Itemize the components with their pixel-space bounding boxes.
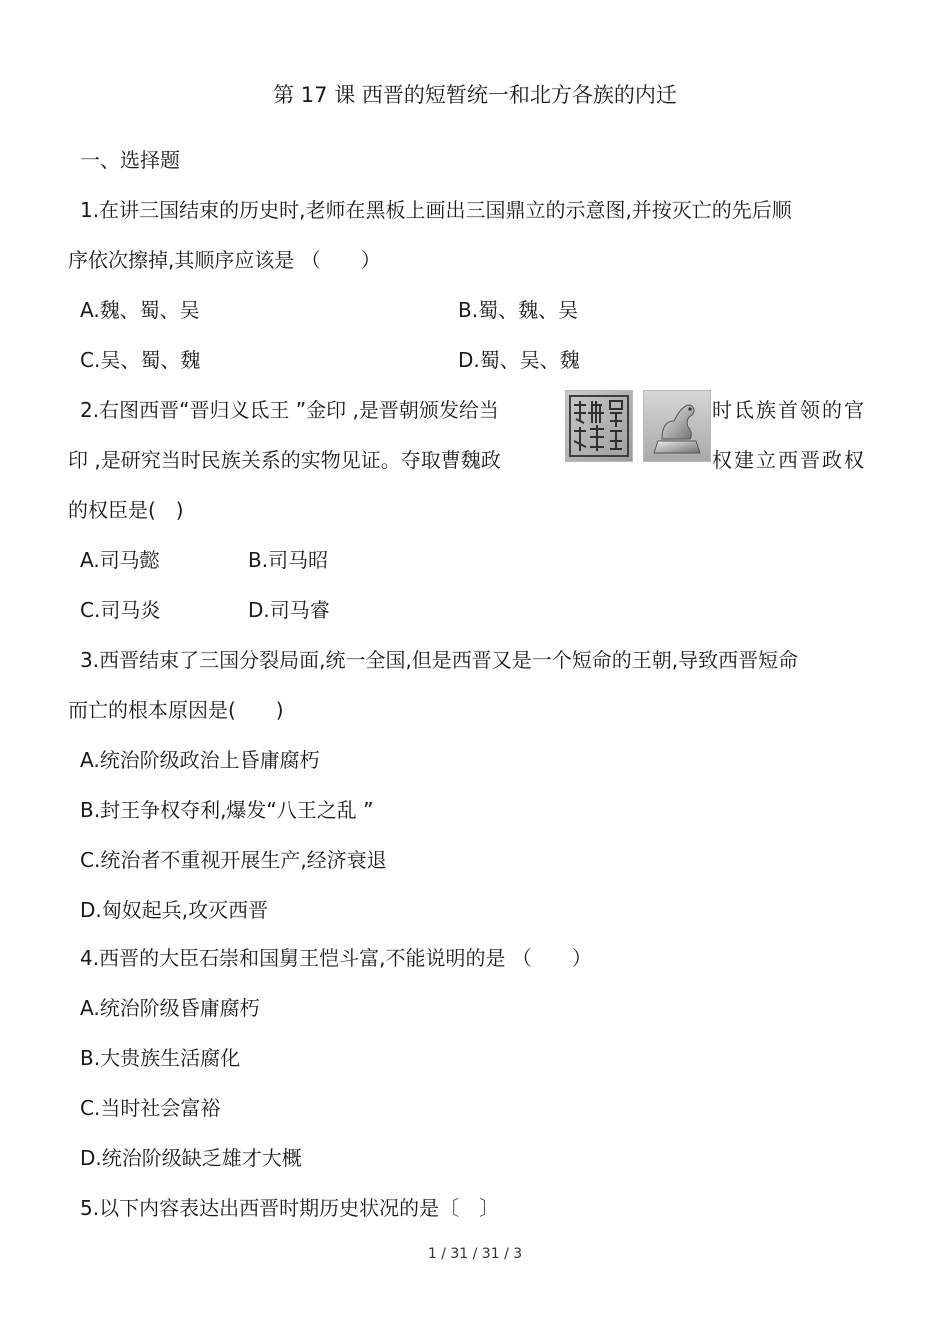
page-title: 第 17 课 西晋的短暂统一和北方各族的内迁	[273, 83, 677, 107]
question-4-option-a: A.统治阶级昏庸腐朽	[80, 996, 260, 1020]
question-1-stem: 1.在讲三国结束的历史时,老师在黑板上画出三国鼎立的示意图,并按灭亡的先后顺	[80, 198, 792, 222]
question-5-stem: 5.以下内容表达出西晋时期历史状况的是〔 〕	[80, 1196, 500, 1220]
question-1-option-c: C.吴、蜀、魏	[80, 348, 201, 372]
question-3-option-b: B.封王争权夺利,爆发“八王之乱 ”	[80, 798, 374, 822]
section-heading: 一、选择题	[80, 148, 180, 172]
question-2-stem-right: 时氐族首领的官	[712, 398, 866, 422]
question-4-option-b: B.大贵族生活腐化	[80, 1046, 241, 1070]
question-1-option-b: B.蜀、魏、吴	[458, 298, 579, 322]
question-4-option-d: D.统治阶级缺乏雄才大概	[80, 1146, 302, 1170]
question-4-stem: 4.西晋的大臣石崇和国舅王恺斗富,不能说明的是 （ ）	[80, 946, 592, 970]
page-number: 1 / 31 / 31 / 3	[427, 1246, 523, 1262]
question-3-stem: 3.西晋结束了三国分裂局面,统一全国,但是西晋又是一个短命的王朝,导致西晋短命	[80, 648, 799, 672]
gold-seal-photo	[643, 390, 711, 462]
question-3-option-c: C.统治者不重视开展生产,经济衰退	[80, 848, 387, 872]
question-2-stem-cont: 印 ,是研究当时民族关系的实物见证。夺取曹魏政	[68, 448, 501, 472]
question-2-stem-cont-right: 权建立西晋政权	[712, 448, 866, 472]
question-1-option-d: D.蜀、吴、魏	[458, 348, 580, 372]
camel-knob-seal-graphic	[644, 391, 710, 461]
question-2-stem-end: 的权臣是( )	[68, 498, 184, 522]
question-3-option-a: A.统治阶级政治上昏庸腐朽	[80, 748, 320, 772]
question-2-option-b: B.司马昭	[248, 548, 329, 572]
question-3-option-d: D.匈奴起兵,攻灭西晋	[80, 898, 269, 922]
question-2-option-d: D.司马睿	[248, 598, 330, 622]
question-2-stem: 2.右图西晋“晋归义氐王 ”金印 ,是晋朝颁发给当	[80, 398, 499, 422]
seal-imprint-graphic	[566, 391, 632, 461]
question-4-option-c: C.当时社会富裕	[80, 1096, 221, 1120]
question-2-option-c: C.司马炎	[80, 598, 161, 622]
question-1-stem-cont: 序依次擦掉,其顺序应该是 （ ）	[68, 248, 381, 272]
question-2-option-a: A.司马懿	[80, 548, 160, 572]
seal-imprint-image	[565, 390, 633, 462]
question-1-option-a: A.魏、蜀、吴	[80, 298, 200, 322]
question-3-stem-cont: 而亡的根本原因是( )	[68, 698, 284, 722]
